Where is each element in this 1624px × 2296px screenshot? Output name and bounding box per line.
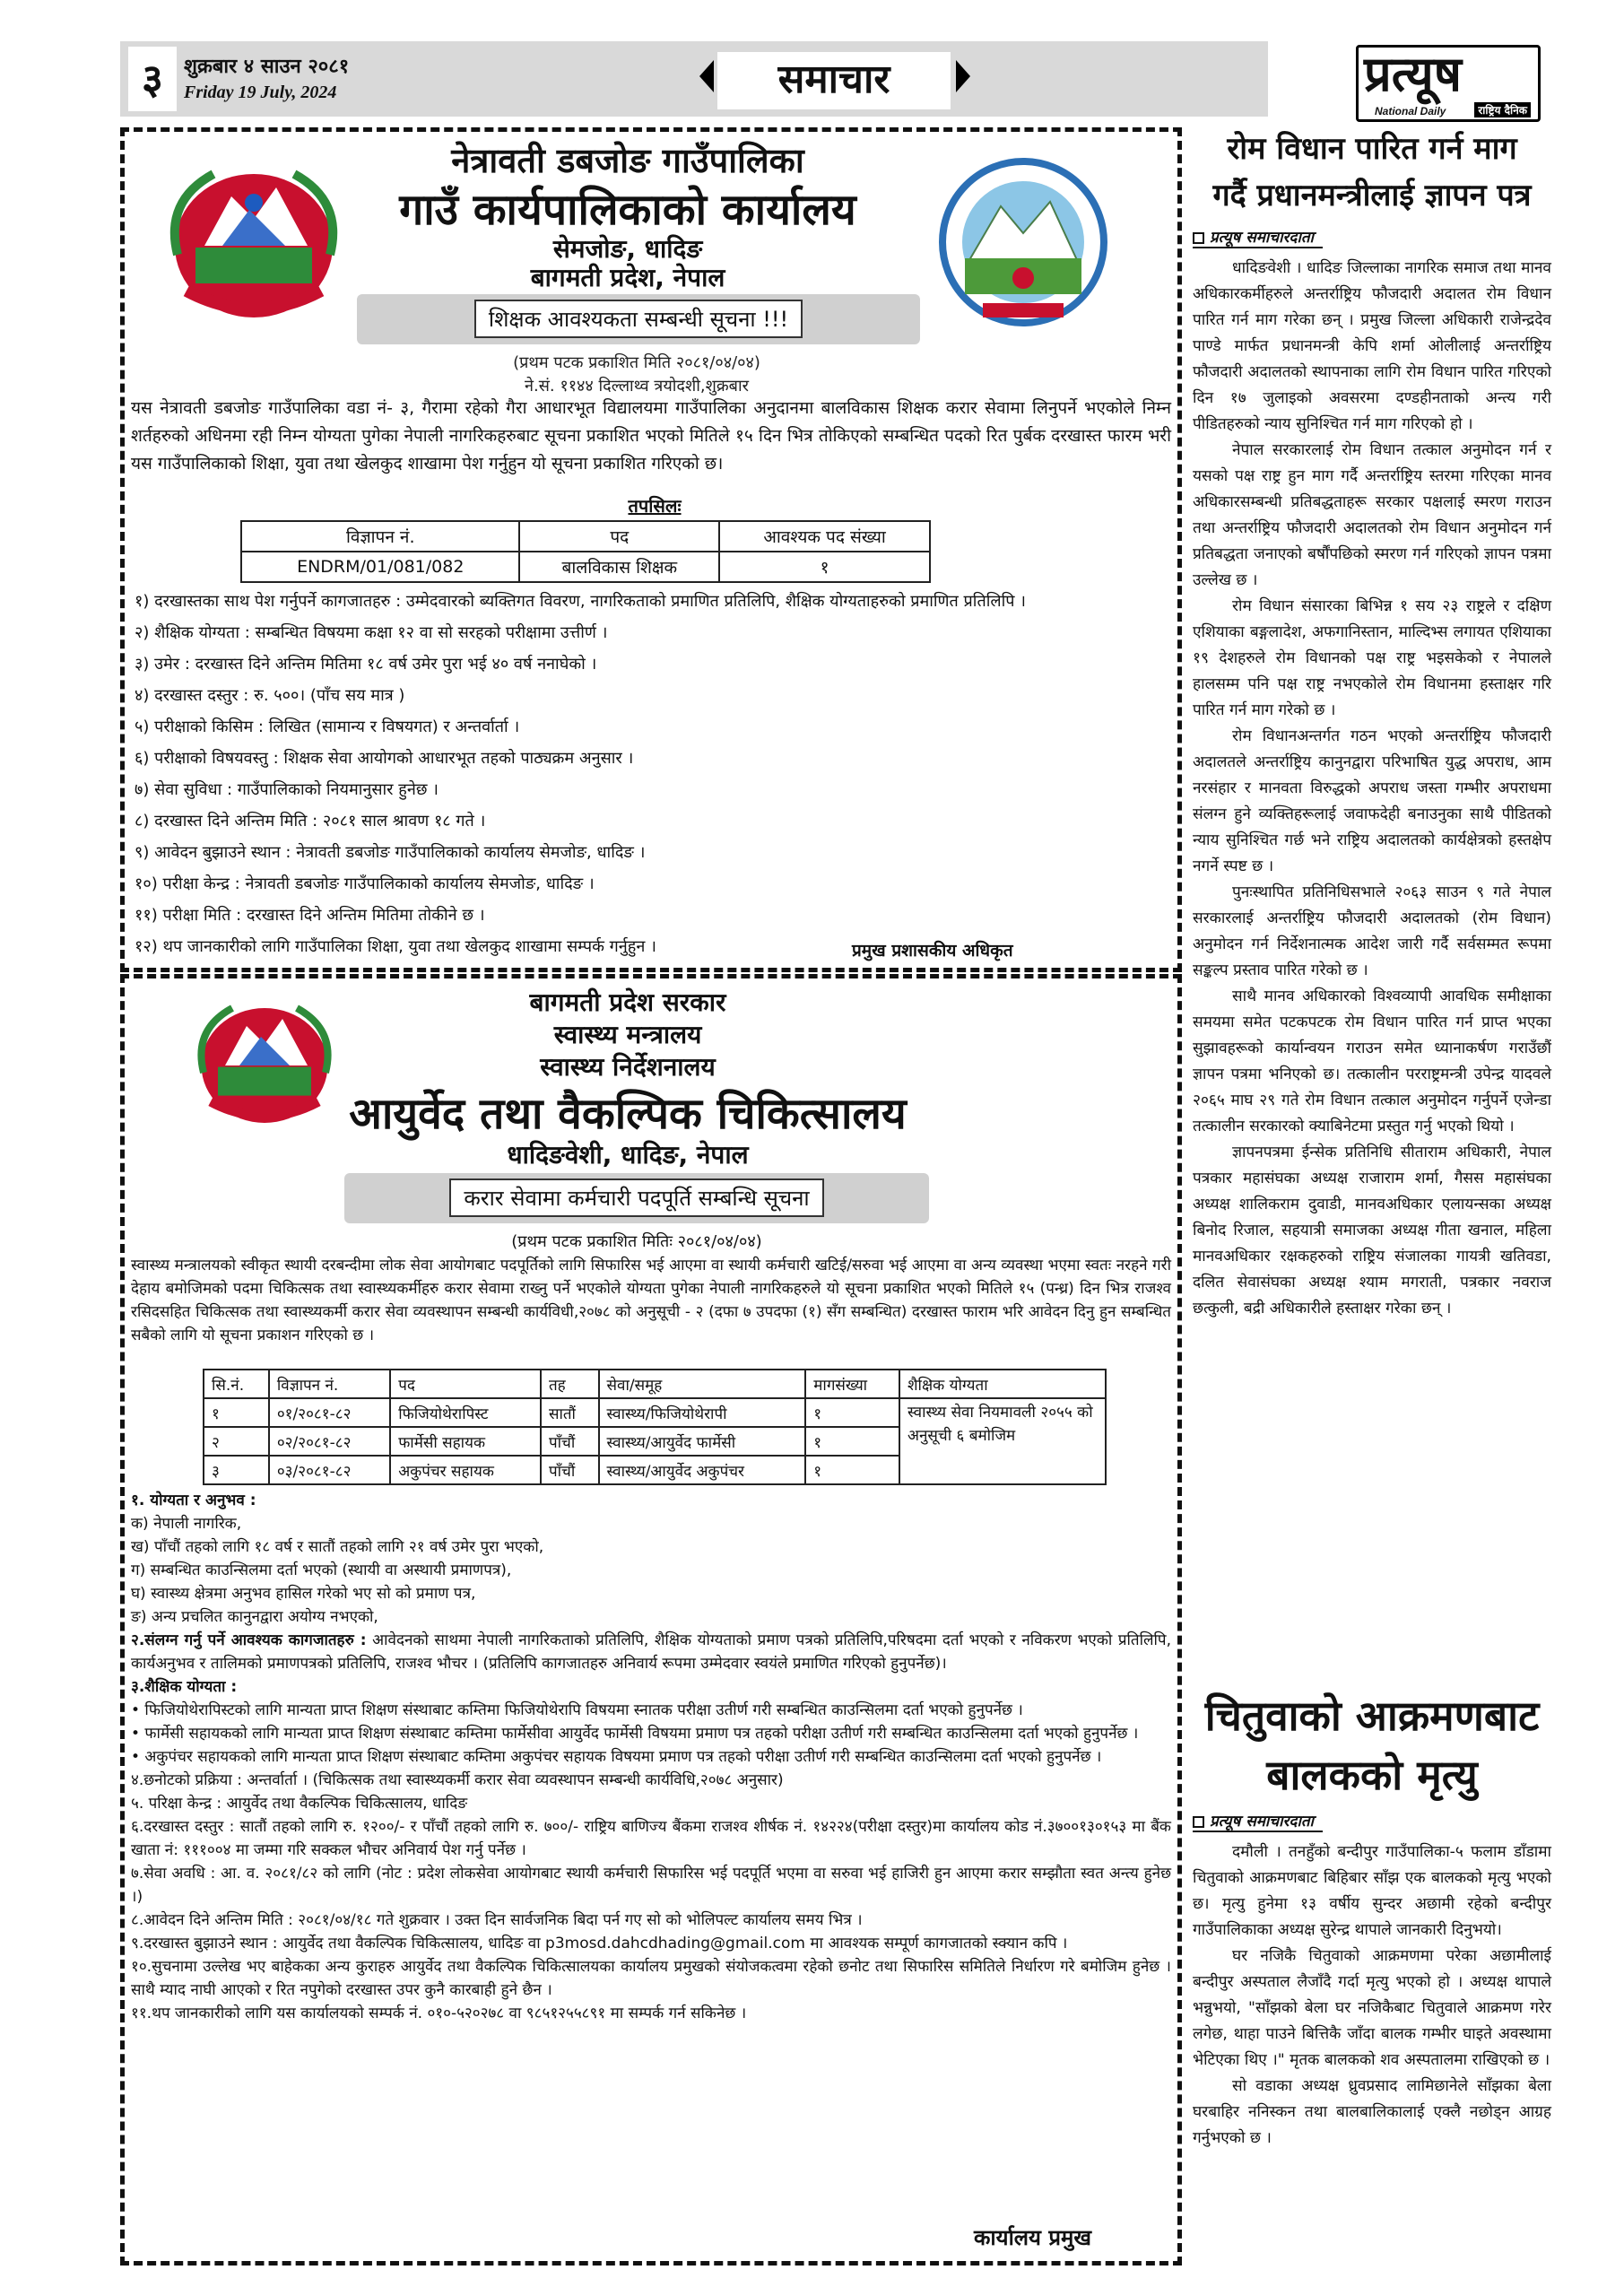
list-item: • फिजियोथेरापिस्टको लागि मान्यता प्राप्त शिक्षण संस्थाबाट कम्तिमा फिजियोथेरापि विषयमा स्नातक परीक्षा उतीर्ण गरी सम्बन्धित काउन्सिलमा दर्ता भएको हुनुपर्नेछ ।	[131, 1701, 1023, 1719]
notice2-sections	[131, 1489, 1171, 2025]
list-item: १०) परीक्षा केन्द्र : नेत्रावती डबजोङ गाउँपालिकाको कार्यालय सेमजोङ, धादिङ ।	[135, 874, 595, 893]
list-item: ४) दरखास्त दस्तुर : रु. ५००। (पाँच सय मात्र )	[135, 686, 405, 705]
list-item: १२) थप जानकारीको लागि गाउँपालिका शिक्षा, युवा तथा खेलकुद शाखामा सम्पर्क गर्नुहुन ।	[135, 937, 656, 956]
date-nepali: शुक्रबार ४ साउन २०८१	[184, 56, 350, 78]
table-header: सेवा/समूह	[599, 1370, 806, 1398]
notice1-address1: सेमजोङ, धादिङ	[552, 234, 703, 264]
notice1-signature: प्रमुख प्रशासकीय अधिकृत	[852, 941, 1013, 961]
table-header: आवश्यक पद संख्या	[719, 521, 930, 552]
table-header: शैक्षिक योग्यता	[899, 1370, 1106, 1398]
table-cell: ३	[204, 1456, 269, 1484]
municipality-logo-icon	[929, 152, 1117, 332]
notice1-title-line1: नेत्रावती डबजोङ गाउँपालिका	[451, 141, 804, 180]
table-cell: पाँचौं	[541, 1456, 599, 1484]
date-english: Friday 19 July, 2024	[184, 83, 337, 102]
notice2-signature: कार्यालय प्रमुख	[974, 2225, 1091, 2250]
notice1-tapasil: तपसिलः	[628, 495, 682, 517]
list-item: ९) आवेदन बुझाउने स्थान : नेत्रावती डबजोङ गाउँपालिकाको कार्यालय सेमजोङ, धादिङ ।	[135, 843, 646, 862]
paragraph: नेपाल सरकारलाई रोम विधान तत्काल अनुमोदन गर्न र यसको पक्ष राष्ट्र हुन माग गर्दै अन्तर्राष्ट्रिय स्तरमा गरिएका मानव अधिकारसम्बन्धी प्रतिबद्धताहरू सरकार पक्षलाई स्मरण गराउन तथा अन्तर्राष्ट्रिय फौजदारी अदालतको रोम विधान अनुमोदन गर्न प्रतिबद्धता जनाएको बर्षौंपछिको स्मरण गर्न गरिएको ज्ञापन पत्रमा उल्लेख छ ।	[1193, 441, 1551, 589]
table-cell: बालविकास शिक्षक	[519, 552, 719, 582]
table-cell: स्वास्थ्य/फिजियोथेरापी	[599, 1398, 806, 1427]
table-header-row	[204, 1370, 1106, 1398]
table-cell: अकुपंचर सहायक	[390, 1456, 541, 1484]
square-bullet-icon	[1193, 232, 1204, 244]
list-item: ग) सम्बन्धित काउन्सिलमा दर्ता भएको (स्थायी वा अस्थायी प्रमाणपत्र),	[131, 1561, 512, 1579]
table-cell: सातौं	[541, 1398, 599, 1427]
table-header: पद	[519, 521, 719, 552]
table-cell: फार्मेसी सहायक	[390, 1427, 541, 1456]
notice1-subject: शिक्षक आवश्यकता सम्बन्धी सूचना !!!	[474, 300, 803, 338]
notice2-address: धादिङवेशी, धादिङ, नेपाल	[507, 1140, 749, 1170]
section-text: ४.छनोटको प्रक्रिया : अन्तर्वार्ता । (चिकित्सक तथा स्वास्थ्यकर्मी करार सेवा व्यवस्थापन सम्बन्धी कार्यविधि,२०७८ अनुसार)	[131, 1771, 784, 1789]
article-leopard-attack	[1193, 1686, 1551, 2152]
paragraph: दमौली । तनहुँको बन्दीपुर गाउँपालिका-५ फलाम डाँडामा चितुवाको आक्रमणबाट बिहिबार साँझ एक बालकको मृत्यु भएको छ। मृत्यु हुनेमा १३ वर्षीय सुन्दर अछामी रहेको बन्दीपुर गाउँपालिकाका अध्यक्ष सुरेन्द्र थापाले जानकारी दिनुभयो।	[1193, 1843, 1551, 1939]
list-item: • अकुपंचर सहायकको लागि मान्यता प्राप्त शिक्षण संस्थाबाट कम्तिमा अकुपंचर सहायक विषयमा प्रमाण पत्र तहको परीक्षा उतीर्ण गरी सम्बन्धित काउन्सिलमा दर्ता भएको हुनुपर्नेछ ।	[131, 1748, 1102, 1766]
table-cell: ०२/२०८१-८२	[269, 1427, 390, 1456]
notice1-address2: बागमती प्रदेश, नेपाल	[530, 263, 725, 292]
notice2-intro: स्वास्थ्य मन्त्रालयको स्वीकृत स्थायी दरबन्दीमा लोक सेवा आयोगबाट पदपूर्तिको लागि सिफारिस भई आएमा वा स्थायी कर्मचारी खटिई/सरुवा भई आएमा वा अन्य व्यवस्था भएमा स्वतः नरहने गरी देहाय बमोजिमको पदमा चिकित्सक तथा स्वास्थ्यकर्मीहरु करार सेवामा राख्नु पर्ने भएकोले योग्यता पुगेका नेपाली नागरिकहरुले यो सूचना प्रकाशित भएको मितिले १५ (पन्ध्र) दिन भित्र राजश्व रसिदसहित चिकित्सक तथा स्वास्थ्यकर्मी करार सेवा व्यवस्थापन सम्बन्धी कार्यविधी,२०७८ को अनुसूची - २ (दफा ७ उपदफा (१) सँग सम्बन्धित) दरखास्त फाराम भरि आवेदन दिनु हुन सम्बन्धित सबैको लागि यो सूचना प्रकाशन गरिएको छ ।	[131, 1257, 1171, 1344]
notice2-line3: स्वास्थ्य निर्देशनालय	[540, 1052, 716, 1082]
list-item: घ) स्वास्थ्य क्षेत्रमा अनुभव हासिल गरेको भए सो को प्रमाण पत्र,	[131, 1585, 476, 1603]
notice2-subject: करार सेवामा कर्मचारी पदपूर्ति सम्बन्धि सूचना	[449, 1178, 823, 1217]
list-item: ङ) अन्य प्रचलित कानुनद्वारा अयोग्य नभएको,	[131, 1608, 378, 1626]
table-header: विज्ञापन नं.	[241, 521, 519, 552]
notice1-published-ns: ने.सं. ११४४ दिल्लाथ्व त्रयोदशी,शुक्रबार	[525, 377, 749, 396]
paragraph: घर नजिकै चितुवाको आक्रमणमा परेका अछामीलाई बन्दीपुर अस्पताल लैजाँदै गर्दा मृत्यु भएको हो । अध्यक्ष थापाले भन्नुभयो, "साँझको बेला घर नजिकैबाट चितुवाले आक्रमण गरेर लगेछ, थाहा पाउने बित्तिकै जाँदा बालक गम्भीर घाइते अवस्थामा भेटिएका थिए ।" मृतक बालकको शव अस्पतालमा राखिएको छ ।	[1193, 1947, 1551, 2069]
article1-title-line2: गर्दै प्रधानमन्त्रीलाई ज्ञापन पत्र	[1212, 178, 1532, 213]
table-header: तह	[541, 1370, 599, 1398]
masthead-np: राष्ट्रिय दैनिक	[1474, 102, 1531, 117]
byline-text: प्रत्यूष समाचारदाता	[1210, 229, 1314, 247]
table-cell: १	[204, 1398, 269, 1427]
byline-text: प्रत्यूष समाचारदाता	[1210, 1813, 1314, 1831]
table-cell: ०३/२०८१-८२	[269, 1456, 390, 1484]
article1-title-line1: रोम विधान पारित गर्न माग	[1227, 131, 1517, 167]
notice2-line2: स्वास्थ्य मन्त्रालय	[553, 1020, 702, 1049]
table-cell: २	[204, 1427, 269, 1456]
notice1-table	[240, 520, 931, 583]
paragraph: साथै मानव अधिकारको विश्वव्यापी आवधिक समीक्षाका समयमा समेत पटकपटक रोम विधान पारित गर्न प्राप्त भएका सुझावहरूको कार्यान्वयन गराउन समेत ध्यानाकर्षण गराउँछौं ज्ञापन पत्रमा भनिएको छ। तत्कालीन परराष्ट्रमन्त्री उपेन्द्र यादवले २०६५ माघ २९ गते रोम विधान तत्काल अनुमोदन गर्नुपर्ने एजेन्डा तत्कालीन सरकारको क्याबिनेटमा प्रस्तुत गर्नु भएको थियो ।	[1193, 987, 1551, 1135]
notice2-subject-banner	[344, 1173, 929, 1223]
table-cell: ENDRM/01/081/082	[241, 552, 519, 582]
paragraph: ज्ञापनपत्रमा ईन्सेक प्रतिनिधि सीताराम अधिकारी, नेपाल पत्रकार महासंघका अध्यक्ष राजाराम शर्मा, गैसस महासंघका अध्यक्ष शालिकराम दुवाडी, मानवअधिकार एलायन्सका अध्यक्ष बिनोद रिजाल, सहयात्री समाजका अध्यक्ष गीता खनाल, महिला मानवअधिकार रक्षकहरुको राष्ट्रिय संजालका गायत्री खतिवडा, दलित सेवासंघका अध्यक्ष श्याम मगराती, पत्रकार नवराज छत्कुली, बद्री अधिकारीले हस्ताक्षर गरेका छन् ।	[1193, 1144, 1551, 1318]
table-row	[241, 552, 930, 582]
notice2-intro-block	[131, 1254, 1171, 1347]
article1-byline	[1193, 226, 1323, 248]
table-cell: फिजियोथेरापिस्ट	[390, 1398, 541, 1427]
square-bullet-icon	[1193, 1816, 1204, 1828]
article2-byline	[1193, 1810, 1323, 1832]
nepal-emblem-icon	[160, 147, 348, 326]
notice2-line1: बागमती प्रदेश सरकार	[529, 987, 726, 1017]
paragraph: धादिङवेशी । धादिङ जिल्लाका नागरिक समाज तथा मानव अधिकारकर्मीहरुले अन्तर्राष्ट्रिय फौजदारी अदालत रोम विधान पारित गर्न माग गरेका छन् । प्रमुख जिल्ला अधिकारी राजेन्द्रदेव पाण्डे मार्फत प्रधानमन्त्री केपि शर्मा ओलीलाई अन्तर्राष्ट्रिय फौजदारी अदालतको स्थापनाका लागि रोम विधान पारित गरिएको दिन १७ जुलाइको अवसरमा दण्डहीनताको अन्त्य गरी पीडितहरुको न्याय सुनिश्चित गर्न माग गरिएको हो ।	[1193, 259, 1551, 433]
list-item: १) दरखास्तका साथ पेश गर्नुपर्ने कागजातहरु : उम्मेदवारको ब्यक्तिगत विवरण, नागरिकताको प्रमाणित प्रतिलिपि, शैक्षिक योग्यताहरुको प्रमाणित प्रतिलिपि ।	[135, 592, 1027, 611]
arrow-right-icon	[956, 60, 970, 92]
page-number: ३	[128, 47, 177, 111]
table-cell: स्वास्थ्य/आयुर्वेद अकुपंचर	[599, 1456, 806, 1484]
notice1-items	[135, 590, 1175, 967]
notice1-published: (प्रथम पटक प्रकाशित मिति २०८१/०४/०४)	[513, 353, 760, 372]
table-header: पद	[390, 1370, 541, 1398]
masthead-en: National Daily	[1375, 105, 1446, 117]
list-item: २) शैक्षिक योग्यता : सम्बन्धित विषयमा कक्षा १२ वा सो सरहको परीक्षामा उत्तीर्ण ।	[135, 623, 608, 642]
list-item: ८) दरखास्त दिने अन्तिम मिति : २०८१ साल श्रावण १८ गते ।	[135, 812, 486, 831]
section-text: ५. परिक्षा केन्द्र : आयुर्वेद तथा वैकल्पिक चिकित्सालय, धादिङ	[131, 1795, 468, 1813]
article-rome-statute	[1193, 126, 1551, 1322]
table-cell: १	[805, 1398, 899, 1427]
arrow-left-icon	[699, 60, 714, 92]
article2-title-line2: बालकको मृत्यु	[1266, 1751, 1478, 1799]
notice2-published: (प्रथम पटक प्रकाशित मितिः २०८१/०४/०४)	[511, 1232, 762, 1251]
section-text: ८.आवेदन दिने अन्तिम मिति : २०८१/०४/१८ गते शुक्रवार । उक्त दिन सार्वजनिक बिदा पर्न गए सो को भोलिपल्ट कार्यालय समय भित्र ।	[131, 1911, 863, 1929]
list-item: ख) पाँचौं तहको लागि १८ वर्ष र सातौं तहको लागि २१ वर्ष उमेर पुरा भएको,	[131, 1538, 544, 1556]
table-header-row	[241, 521, 930, 552]
table-cell: ०१/२०८१-८२	[269, 1398, 390, 1427]
section-text: ११.थप जानकारीको लागि यस कार्यालयको सम्पर्क नं. ०१०-५२०२७८ वा ९८५१२५५८९१ मा सम्पर्क गर्न सकिनेछ ।	[131, 2005, 747, 2022]
list-item: • फार्मेसी सहायकको लागि मान्यता प्राप्त शिक्षण संस्थाबाट कम्तिमा फार्मेसीवा आयुर्वेद फार्मेसी विषयमा प्रमाण पत्र तहको परीक्षा उतीर्ण गरी सम्बन्धित काउन्सिलमा दर्ता भएको हुनुपर्नेछ ।	[131, 1725, 1139, 1743]
list-item: ६) परीक्षाको विषयवस्तु : शिक्षक सेवा आयोगको आधारभूत तहको पाठ्यक्रम अनुसार ।	[135, 749, 634, 768]
notice1-subject-banner	[357, 294, 920, 344]
notice1-title-line2: गाउँ कार्यपालिकाको कार्यालय	[399, 185, 856, 235]
list-item: ३) उमेर : दरखास्त दिने अन्तिम मितिमा १८ वर्ष उमेर पुरा भई ४० वर्ष ननाघेको ।	[135, 655, 597, 674]
table-header: सि.नं.	[204, 1370, 269, 1398]
section-heading: २.संलग्न गर्नु पर्ने आवश्यक कागजातहरु :	[131, 1631, 367, 1649]
table-cell: पाँचौं	[541, 1427, 599, 1456]
section-text: १०.सुचनामा उल्लेख भए बाहेकका अन्य कुराहरु आयुर्वेद तथा वैकल्पिक चिकित्सालयका कार्यालय प्रमुखको संयोजकत्वमा रहेको छनोट तथा सिफारिस समितिले निर्धारण गरे बमोजिम हुनेछ । साथै म्याद नाघी आएको र रित नपुगेको दरखास्त उपर कुनै कारबाही हुने छैन ।	[131, 1958, 1171, 1999]
table-header: विज्ञापन नं.	[269, 1370, 390, 1398]
paragraph: सो वडाका अध्यक्ष ध्रुवप्रसाद लामिछानेले साँझका बेला घरबाहिर ननिस्कन तथा बालबालिकालाई एक्लै नछोड्न आग्रह गर्नुभएको छ ।	[1193, 2077, 1551, 2147]
list-item: ११) परीक्षा मिति : दरखास्त दिने अन्तिम मितिमा तोकीने छ ।	[135, 906, 485, 925]
table-header: मागसंख्या	[805, 1370, 899, 1398]
masthead-name: प्रत्यूष	[1364, 46, 1462, 102]
qualification-note: स्वास्थ्य सेवा नियमावली २०५५ को अनुसूची ६ बमोजिम	[899, 1398, 1106, 1484]
list-item: ७) सेवा सुविधा : गाउँपालिकाको नियमानुसार हुनेछ ।	[135, 780, 439, 799]
paragraph: रोम विधानअन्तर्गत गठन भएको अन्तर्राष्ट्रिय फौजदारी अदालतले अन्तर्राष्ट्रिय कानुनद्वारा परिभाषित युद्ध अपराध, आम नरसंहार र मानवता विरुद्धको अपराध जस्ता गम्भीर अपराधमा संलग्न हुने व्यक्तिहरूलाई जवाफदेही बनाउनुका साथै पीडितको न्याय सुनिश्चित गर्छ भने राष्ट्रिय अदालतको कार्यक्षेत्रको हस्तक्षेप नगर्ने स्पष्ट छ ।	[1193, 727, 1551, 875]
article2-body	[1193, 1839, 1551, 2152]
notice2-table	[203, 1369, 1107, 1485]
table-cell: १	[805, 1456, 899, 1484]
paragraph: रोम विधान संसारका बिभिन्न १ सय २३ राष्ट्रले र दक्षिण एशियाका बङ्गलादेश, अफगानिस्तान, माल्दिभ्स लगायत एशियाका १९ देशहरुले रोम विधानको पक्ष राष्ट्र भइसकेको र नेपालले हालसम्म पनि पक्ष राष्ट्र नभएकोले रोम विधानमा हस्ताक्षर गरि पारित गर्न माग गरेको छ ।	[1193, 597, 1551, 719]
list-item: क) नेपाली नागरिक,	[131, 1515, 242, 1533]
section-title: समाचार	[717, 52, 951, 109]
article1-body	[1193, 256, 1551, 1322]
table-cell: १	[805, 1427, 899, 1456]
section-heading: ३.शैक्षिक योग्यता :	[131, 1678, 238, 1696]
notice1-intro: यस नेत्रावती डबजोङ गाउँपालिका वडा नं- ३, गैरामा रहेको गैरा आधारभूत विद्यालयमा गाउँपालिका अनुदानमा बालविकास शिक्षक करार सेवामा लिनुपर्ने भएकोले निम्न शर्तहरुको अधिनमा रही निम्न योग्यता पुगेका नेपाली नागरिकहरुबाट सूचना प्रकाशित भएको मितिले १५ दिन भित्र तोकिएको सम्बन्धित पदको रित पुर्बक दरखास्त फारम भरी यस गाउँपालिकाको शिक्षा, युवा तथा खेलकुद शाखामा पेश गर्नुहुन यो सूचना प्रकाशित गरिएको छ।	[131, 398, 1171, 474]
list-item: ५) परीक्षाको किसिम : लिखित (सामान्य र विषयगत) र अन्तर्वार्ता ।	[135, 718, 520, 736]
table-row	[204, 1398, 1106, 1427]
nepal-emblem-icon	[188, 987, 341, 1130]
section-text: ६.दरखास्त दस्तुर : सातौं तहको लागि रु. १२००/- र पाँचौं तहको लागि रु. ७००/- राष्ट्रिय बाणिज्य बैंकमा राजश्व शीर्षक नं. १४२२४(परीक्षा दस्तुर)मा कार्यालय कोड नं.३७००१३०१५३ मा बैंक खाता नं: १११००४ मा जम्मा गरि सक्कल भौचर अनिवार्य पेश गर्नु पर्नेछ ।	[131, 1818, 1171, 1859]
section-text: ७.सेवा अवधि : आ. व. २०८१/८२ को लागि (नोट : प्रदेश लोकसेवा आयोगबाट स्थायी कर्मचारी सिफारिस भई पदपूर्ति भएमा वा सरुवा भई हाजिरी हुन आएमा करार सम्झौता स्वत अन्त्य हुनेछ ।)	[131, 1865, 1171, 1906]
notice2-title: आयुर्वेद तथा वैकल्पिक चिकित्सालय	[349, 1089, 907, 1139]
section-heading: १. योग्यता र अनुभव :	[131, 1492, 256, 1509]
table-cell: १	[719, 552, 930, 582]
masthead-logo	[1356, 45, 1541, 122]
section-text: आवेदनको साथमा नेपाली नागरिकताको प्रतिलिपि, शैक्षिक योग्यताको प्रमाण पत्रको प्रतिलिपि,परिषदमा दर्ता भएको र नविकरण भएको प्रतिलिपि, कार्यअनुभव र तालिमको प्रमाणपत्रको प्रतिलिपि, राजश्व भौचर । (प्रतिलिपि कागजातहरु अनिवार्य रूपमा उम्मेदवार स्वयंले प्रमाणित गरिएको हुनुपर्नेछ)।	[131, 1631, 1171, 1673]
table-cell: स्वास्थ्य/आयुर्वेद फार्मेसी	[599, 1427, 806, 1456]
section-text: ९.दरखास्त बुझाउने स्थान : आयुर्वेद तथा वैकल्पिक चिकित्सालय, धादिङ वा p3mosd.dahcdhading@gmail.com मा आवश्यक सम्पूर्ण कागजातको स्क्यान कपि ।	[131, 1935, 1068, 1952]
article2-title-line1: चितुवाको आक्रमणबाट	[1204, 1692, 1540, 1740]
paragraph: पुनःस्थापित प्रतिनिधिसभाले २०६३ साउन ९ गते नेपाल सरकारलाई अन्तर्राष्ट्रिय फौजदारी अदालतको (रोम विधान) अनुमोदन गर्न निर्देशनात्मक आदेश जारी गर्दै सर्वसम्मत रूपमा सङ्कल्प प्रस्ताव पारित गरेको छ ।	[1193, 883, 1551, 979]
